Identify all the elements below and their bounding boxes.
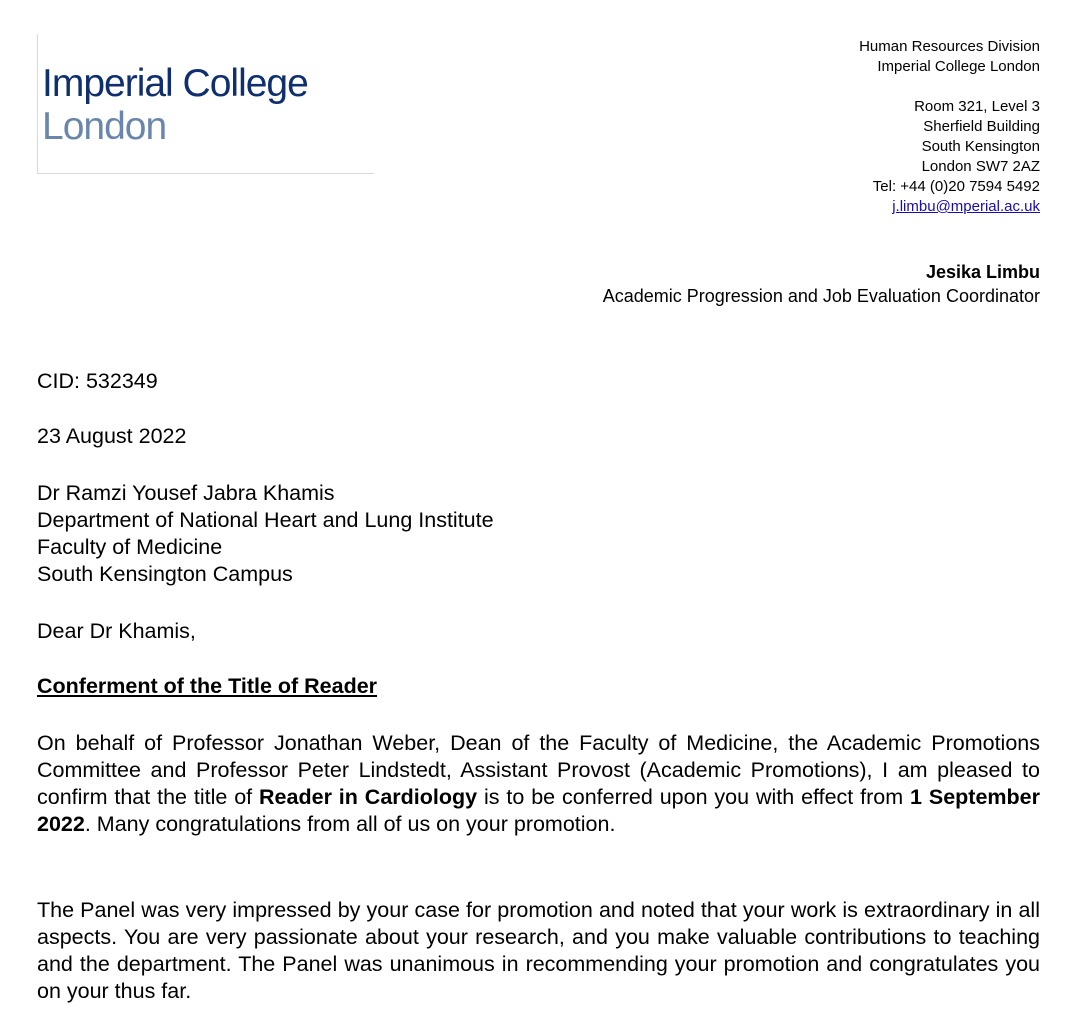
imperial-college-logo (37, 34, 374, 174)
logo-line-imperial-college: Imperial College (42, 62, 308, 105)
recipient-department: Department of National Heart and Lung Institute (37, 508, 494, 532)
sender-email-link[interactable]: j.limbu@mperial.ac.uk (892, 198, 1040, 215)
sender-institution: Imperial College London (877, 58, 1040, 75)
paragraph-1-text-a: On behalf of Professor Jonathan Weber, Dean of the Faculty of Medicine, the Academic Promotions Committee and Professor Peter Lindstedt, Assistant Provost (Academic Promotions), I am pleased to confirm that the title of (37, 731, 1040, 809)
paragraph-1-text-b: is to be conferred upon you with effect from (477, 785, 911, 809)
sender-city-postcode: London SW7 2AZ (921, 158, 1040, 175)
sender-telephone: Tel: +44 (0)20 7594 5492 (872, 178, 1040, 195)
body-paragraph-1 (37, 730, 1040, 838)
letter-subject: Conferment of the Title of Reader (37, 674, 378, 698)
sender-room: Room 321, Level 3 (914, 98, 1040, 115)
signatory-name: Jesika Limbu (925, 262, 1040, 282)
sender-area: South Kensington (921, 138, 1040, 155)
body-paragraph-2: The Panel was very impressed by your case for promotion and noted that your work is extraordinary in all aspects. You are very passionate about your research, and you make valuable contributions to teaching and the department. The Panel was unanimous in recommending your promotion and congratulates you on your thus far. (37, 898, 1040, 1003)
salutation: Dear Dr Khamis, (37, 619, 196, 643)
address-spacer (859, 77, 1040, 97)
logo-line-london: London (42, 105, 167, 148)
sender-building: Sherfield Building (923, 118, 1040, 135)
sender-address (859, 37, 1040, 217)
signatory-block (603, 260, 1040, 308)
recipient-campus: South Kensington Campus (37, 562, 293, 586)
letter-date: 23 August 2022 (37, 424, 187, 448)
candidate-id: CID: 532349 (37, 369, 158, 393)
paragraph-1-text-c: . Many congratulations from all of us on your promotion. (84, 812, 616, 836)
recipient-address (37, 480, 1040, 588)
conferred-title: Reader in Cardiology (259, 785, 478, 809)
effective-date: 1 September 2022 (37, 785, 1040, 836)
signatory-role: Academic Progression and Job Evaluation Coordinator (602, 286, 1040, 306)
recipient-faculty: Faculty of Medicine (37, 535, 223, 559)
sender-division: Human Resources Division (859, 38, 1040, 55)
recipient-name: Dr Ramzi Yousef Jabra Khamis (37, 481, 335, 505)
